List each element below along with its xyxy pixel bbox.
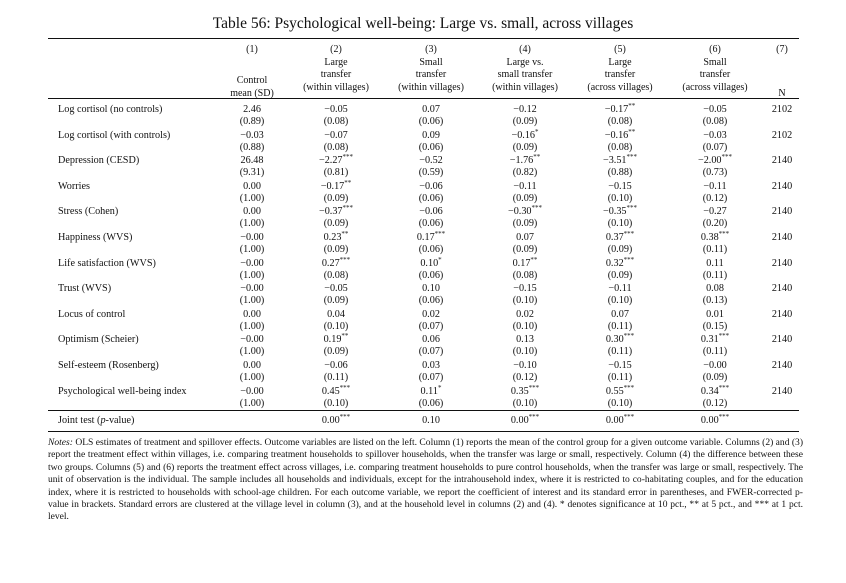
column-header-line: transfer <box>320 69 352 80</box>
coefficient-cell: −0.00 <box>240 385 264 397</box>
significance-stars: *** <box>434 230 446 238</box>
n-cell: 2140 <box>771 385 793 397</box>
n-cell: 2102 <box>771 129 793 141</box>
column-header-line: transfer <box>604 69 636 80</box>
significance-stars: *** <box>623 383 635 392</box>
std-error-cell: (0.12) <box>702 397 728 409</box>
coefficient-cell: −0.03 <box>240 129 264 141</box>
std-error-cell: (0.07) <box>418 346 444 358</box>
std-error-cell: (0.59) <box>418 167 444 179</box>
coefficient-cell: −0.11 <box>513 180 537 192</box>
std-error-cell: (0.89) <box>239 116 265 127</box>
significance-stars: *** <box>623 332 635 341</box>
std-error-cell: (0.09) <box>512 192 538 204</box>
significance-stars: *** <box>528 383 540 392</box>
column-header-1 <box>204 44 300 100</box>
coefficient-cell: 0.09 <box>422 129 440 141</box>
std-error-cell: (0.10) <box>512 320 538 332</box>
std-error-cell: (0.09) <box>607 244 633 255</box>
row-label: Stress (Cohen) <box>58 206 119 218</box>
std-error-cell: (0.06) <box>418 244 444 255</box>
std-error-cell: (0.11) <box>607 320 633 332</box>
coefficient-cell: 0.30*** <box>605 332 635 346</box>
coefficient-cell: −0.00 <box>240 232 264 243</box>
n-cell: 2140 <box>771 257 793 269</box>
row-label: Life satisfaction (WVS) <box>58 257 156 269</box>
std-error-cell: (0.10) <box>607 397 633 409</box>
coefficient-cell: −0.00 <box>240 283 264 295</box>
significance-stars: *** <box>626 153 638 162</box>
row-label: Happiness (WVS) <box>58 232 133 243</box>
coefficient-cell: 0.00 <box>243 206 261 218</box>
n-cell: 2140 <box>771 360 793 371</box>
notes-text: OLS estimates of treatment and spillover effects. Outcome variables are listed on the left. Column (1) reports the mean of the control group for a given outcome variable. Columns (2) and (3) report the treatment effect within villages, i.e. comparing treatment households to spillover households, when the transfer was large or small, respectively. Column (4) the difference between these two groups. Columns (5) and (6) reports the treatment effect across villages, i.e. comparing treatment households to pure control households, when the transfer was large or small, respectively. The unit of observation is the individual. The sample includes all households and individuals, except for the intrahousehold index, where it is restricted to co-habitating couples, and for the education index, where it is restricted to households with school-age children. For each outcome variable, we report the coefficient of interest and its standard error in parentheses, and FWER-corrected p-value in brackets. Standard errors are clustered at the village level in column (3), and at the household level in columns (2) and (4). * denotes significance at 10 pct., ** at 5 pct., and *** at 1 pct. level. <box>48 437 803 523</box>
std-error-cell: (0.88) <box>607 167 633 179</box>
coefficient-cell: −0.07 <box>324 129 348 141</box>
coefficient-cell: −0.11 <box>703 180 727 192</box>
std-error-cell: (0.08) <box>323 141 349 153</box>
significance-stars: *** <box>721 153 733 162</box>
coefficient-cell: −0.05 <box>324 104 348 115</box>
coefficient-cell: −0.12 <box>513 104 537 115</box>
joint-label-post: -value) <box>105 415 135 426</box>
coefficient-cell: −0.06 <box>324 360 348 371</box>
std-error-cell: (0.20) <box>702 218 728 230</box>
n-cell: 2140 <box>771 155 793 167</box>
coefficient-cell: 0.27*** <box>321 255 351 269</box>
std-error-cell: (1.00) <box>239 269 265 281</box>
std-error-cell: (0.07) <box>418 320 444 332</box>
coefficient-cell: −0.27 <box>703 206 727 218</box>
std-error-cell: (0.09) <box>323 244 349 255</box>
coefficient-cell: −0.05 <box>703 104 727 115</box>
std-error-cell: (1.00) <box>239 320 265 332</box>
coefficient-cell: 0.45*** <box>321 383 351 397</box>
bottom-rule <box>48 431 799 432</box>
significance-stars: *** <box>718 383 730 392</box>
column-header-7 <box>734 44 830 100</box>
coefficient-cell: 0.06 <box>422 334 440 346</box>
std-error-cell: (1.00) <box>239 372 265 383</box>
std-error-cell: (0.10) <box>323 397 349 409</box>
significance-stars: *** <box>342 153 354 162</box>
column-header-5 <box>572 44 668 94</box>
std-error-cell: (0.11) <box>323 372 349 383</box>
n-cell: 2102 <box>771 104 793 115</box>
coefficient-cell: 0.31*** <box>700 332 730 346</box>
row-label: Log cortisol (with controls) <box>58 129 171 141</box>
std-error-cell: (0.07) <box>418 372 444 383</box>
significance-stars: *** <box>718 230 730 238</box>
row-label: Psychological well-being index <box>58 385 187 397</box>
std-error-cell: (0.09) <box>323 346 349 358</box>
std-error-cell: (0.09) <box>512 244 538 255</box>
coefficient-cell: −0.16** <box>604 127 636 141</box>
std-error-cell: (0.09) <box>323 295 349 307</box>
column-number: (4) <box>519 44 531 55</box>
coefficient-cell: 0.07 <box>611 308 629 320</box>
std-error-cell: (0.10) <box>607 218 633 230</box>
std-error-cell: (0.10) <box>512 295 538 307</box>
column-number: (1) <box>246 44 258 55</box>
coefficient-cell: 0.11 <box>706 257 724 269</box>
joint-test-label <box>58 415 134 427</box>
column-header-line: Small <box>703 56 727 68</box>
coefficient-cell: −0.16* <box>511 127 539 141</box>
std-error-cell: (0.09) <box>512 218 538 230</box>
coefficient-cell: 0.17** <box>512 255 538 269</box>
column-header-line: (across villages) <box>682 81 748 93</box>
coefficient-cell: −2.00*** <box>697 153 733 167</box>
coefficient-cell: −0.35*** <box>602 204 638 218</box>
std-error-cell: (0.10) <box>607 295 633 307</box>
coefficient-cell: 0.38*** <box>700 230 730 243</box>
joint-test-value: 0.00*** <box>605 413 635 426</box>
coefficient-cell: −0.00 <box>240 334 264 346</box>
std-error-cell: (1.00) <box>239 192 265 204</box>
std-error-cell: (0.09) <box>512 141 538 153</box>
coefficient-cell: 0.07 <box>422 104 440 115</box>
row-label: Worries <box>58 180 90 192</box>
std-error-cell: (0.06) <box>418 397 444 409</box>
coefficient-cell: 0.13 <box>516 334 534 346</box>
std-error-cell: (0.06) <box>418 192 444 204</box>
joint-label-p: p <box>100 415 106 426</box>
std-error-cell: (0.08) <box>607 116 633 127</box>
n-cell: 2140 <box>771 308 793 320</box>
column-header-line: mean (SD) <box>230 87 274 99</box>
coefficient-cell: −1.76** <box>509 153 541 167</box>
coefficient-cell: 0.32*** <box>605 255 635 269</box>
joint-label-pre: Joint test ( <box>58 415 101 426</box>
joint-test-value: 0.10 <box>422 415 440 426</box>
std-error-cell: (0.11) <box>702 244 728 255</box>
column-header-line: small transfer <box>497 69 553 80</box>
std-error-cell: (0.73) <box>702 167 728 179</box>
row-label: Locus of control <box>58 308 126 320</box>
coefficient-cell: 0.37*** <box>605 230 635 243</box>
coefficient-cell: −0.15 <box>608 180 632 192</box>
coefficient-cell: 0.11* <box>420 383 442 397</box>
coefficient-cell: −0.15 <box>608 360 632 371</box>
column-header-line: transfer <box>415 69 447 80</box>
column-header-line: Large vs. <box>506 56 544 68</box>
coefficient-cell: 0.23** <box>323 230 349 243</box>
std-error-cell: (0.11) <box>607 346 633 358</box>
coefficient-cell: −0.17** <box>604 102 636 115</box>
coefficient-cell: 0.17*** <box>416 230 446 243</box>
column-header-3 <box>383 44 479 94</box>
std-error-cell: (0.06) <box>418 218 444 230</box>
coefficient-cell: −2.27*** <box>318 153 354 167</box>
std-error-cell: (0.09) <box>323 192 349 204</box>
significance-stars: *** <box>531 204 543 213</box>
std-error-cell: (0.06) <box>418 141 444 153</box>
joint-test-value: 0.00*** <box>700 413 730 426</box>
column-header-line: (within villages) <box>303 81 369 93</box>
coefficient-cell: −0.37*** <box>318 204 354 218</box>
significance-stars: *** <box>342 204 354 213</box>
std-error-cell: (1.00) <box>239 244 265 255</box>
std-error-cell: (0.08) <box>512 269 538 281</box>
coefficient-cell: 0.10 <box>422 283 440 295</box>
table-notes <box>48 437 803 524</box>
std-error-cell: (0.10) <box>512 346 538 358</box>
column-header-line: Large <box>608 56 632 68</box>
significance-stars: *** <box>623 230 635 238</box>
row-label: Self-esteem (Rosenberg) <box>58 360 159 371</box>
coefficient-cell: 0.01 <box>706 308 724 320</box>
coefficient-cell: 0.10* <box>420 255 442 269</box>
joint-test-value: 0.00*** <box>510 413 540 426</box>
std-error-cell: (0.81) <box>323 167 349 179</box>
row-label: Log cortisol (no controls) <box>58 104 163 115</box>
std-error-cell: (1.00) <box>239 218 265 230</box>
n-cell: 2140 <box>771 334 793 346</box>
std-error-cell: (1.00) <box>239 346 265 358</box>
coefficient-cell: 0.02 <box>422 308 440 320</box>
coefficient-cell: 2.46 <box>243 104 261 115</box>
table-title: Table 56: Psychological well-being: Large vs. small, across villages <box>212 15 634 32</box>
significance-stars: ** <box>530 255 538 264</box>
column-header-line: Large <box>324 56 348 68</box>
column-number: (5) <box>614 44 626 55</box>
std-error-cell: (0.11) <box>702 269 728 281</box>
std-error-cell: (0.09) <box>702 372 728 383</box>
column-number: (6) <box>709 44 721 55</box>
row-label: Depression (CESD) <box>58 155 140 167</box>
significance-stars: ** <box>628 127 636 136</box>
significance-stars: ** <box>344 178 352 187</box>
significance-stars: *** <box>718 332 730 341</box>
joint-test-value: 0.00*** <box>321 413 351 426</box>
significance-stars: *** <box>626 204 638 213</box>
coefficient-cell: −0.03 <box>703 129 727 141</box>
coefficient-cell: 0.55*** <box>605 383 635 397</box>
coefficient-cell: −0.00 <box>240 257 264 269</box>
std-error-cell: (0.08) <box>702 116 728 127</box>
coefficient-cell: 0.03 <box>422 360 440 371</box>
row-label: Optimism (Scheier) <box>58 334 139 346</box>
column-header-line: (within villages) <box>398 81 464 93</box>
significance-stars: ** <box>341 332 349 341</box>
n-cell: 2140 <box>771 180 793 192</box>
std-error-cell: (0.09) <box>512 116 538 127</box>
significance-stars: *** <box>623 413 635 421</box>
significance-stars: *** <box>528 413 540 421</box>
n-cell: 2140 <box>771 232 793 243</box>
std-error-cell: (0.08) <box>607 141 633 153</box>
coefficient-cell: 0.08 <box>706 283 724 295</box>
coefficient-cell: −0.52 <box>419 155 443 167</box>
std-error-cell: (0.15) <box>702 320 728 332</box>
coefficient-cell: 0.00 <box>243 360 261 371</box>
column-number: (3) <box>425 44 437 55</box>
significance-stars: * <box>438 255 442 264</box>
coefficient-cell: −0.10 <box>513 360 537 371</box>
std-error-cell: (0.06) <box>418 295 444 307</box>
coefficient-cell: −0.30*** <box>507 204 543 218</box>
std-error-cell: (0.10) <box>512 397 538 409</box>
coefficient-cell: −0.00 <box>703 360 727 371</box>
std-error-cell: (0.06) <box>418 269 444 281</box>
coefficient-cell: −3.51*** <box>602 153 638 167</box>
std-error-cell: (0.12) <box>702 192 728 204</box>
std-error-cell: (0.08) <box>323 116 349 127</box>
coefficient-cell: 0.00 <box>243 308 261 320</box>
significance-stars: *** <box>718 413 730 421</box>
significance-stars: *** <box>339 413 351 421</box>
significance-stars: * <box>535 127 539 136</box>
std-error-cell: (0.88) <box>239 141 265 153</box>
std-error-cell: (9.31) <box>239 167 265 179</box>
column-header-line: N <box>778 87 786 99</box>
top-rule <box>48 38 799 39</box>
significance-stars: ** <box>341 230 349 238</box>
column-header-line: transfer <box>699 69 731 80</box>
coefficient-cell: −0.17** <box>320 178 352 192</box>
std-error-cell: (1.00) <box>239 397 265 409</box>
significance-stars: ** <box>533 153 541 162</box>
significance-stars: *** <box>623 255 635 264</box>
coefficient-cell: 0.04 <box>327 308 345 320</box>
header-rule <box>48 98 799 99</box>
column-number: (2) <box>330 44 342 55</box>
std-error-cell: (0.11) <box>607 372 633 383</box>
column-header-line: Control <box>236 75 268 86</box>
coefficient-cell: 0.02 <box>516 308 534 320</box>
coefficient-cell: 0.34*** <box>700 383 730 397</box>
column-header-line: (within villages) <box>492 81 558 93</box>
std-error-cell: (0.10) <box>607 192 633 204</box>
coefficient-cell: 26.48 <box>240 155 264 167</box>
std-error-cell: (0.06) <box>418 116 444 127</box>
std-error-cell: (0.82) <box>512 167 538 179</box>
coefficient-cell: −0.06 <box>419 180 443 192</box>
row-label: Trust (WVS) <box>58 283 112 295</box>
std-error-cell: (0.09) <box>607 269 633 281</box>
coefficient-cell: 0.19** <box>323 332 349 346</box>
n-cell: 2140 <box>771 206 793 218</box>
joint-test-rule <box>48 410 799 411</box>
coefficient-cell: 0.07 <box>516 232 534 243</box>
column-header-4 <box>477 44 573 94</box>
std-error-cell: (0.08) <box>323 269 349 281</box>
significance-stars: ** <box>628 102 636 110</box>
significance-stars: *** <box>339 383 351 392</box>
n-cell: 2140 <box>771 283 793 295</box>
column-header-line: Small <box>419 56 443 68</box>
std-error-cell: (0.09) <box>323 218 349 230</box>
std-error-cell: (0.07) <box>702 141 728 153</box>
coefficient-cell: −0.11 <box>608 283 632 295</box>
coefficient-cell: 0.00 <box>243 180 261 192</box>
std-error-cell: (0.13) <box>702 295 728 307</box>
column-number: (7) <box>776 44 788 55</box>
std-error-cell: (0.12) <box>512 372 538 383</box>
std-error-cell: (1.00) <box>239 295 265 307</box>
column-header-line: (across villages) <box>587 81 653 93</box>
coefficient-cell: −0.15 <box>513 283 537 295</box>
coefficient-cell: −0.06 <box>419 206 443 218</box>
notes-lead: Notes: <box>48 437 73 448</box>
significance-stars: * <box>437 383 442 392</box>
significance-stars: *** <box>339 255 351 264</box>
std-error-cell: (0.11) <box>702 346 728 358</box>
coefficient-cell: −0.05 <box>324 283 348 295</box>
coefficient-cell: 0.35*** <box>510 383 540 397</box>
std-error-cell: (0.10) <box>323 320 349 332</box>
column-header-2 <box>288 44 384 94</box>
